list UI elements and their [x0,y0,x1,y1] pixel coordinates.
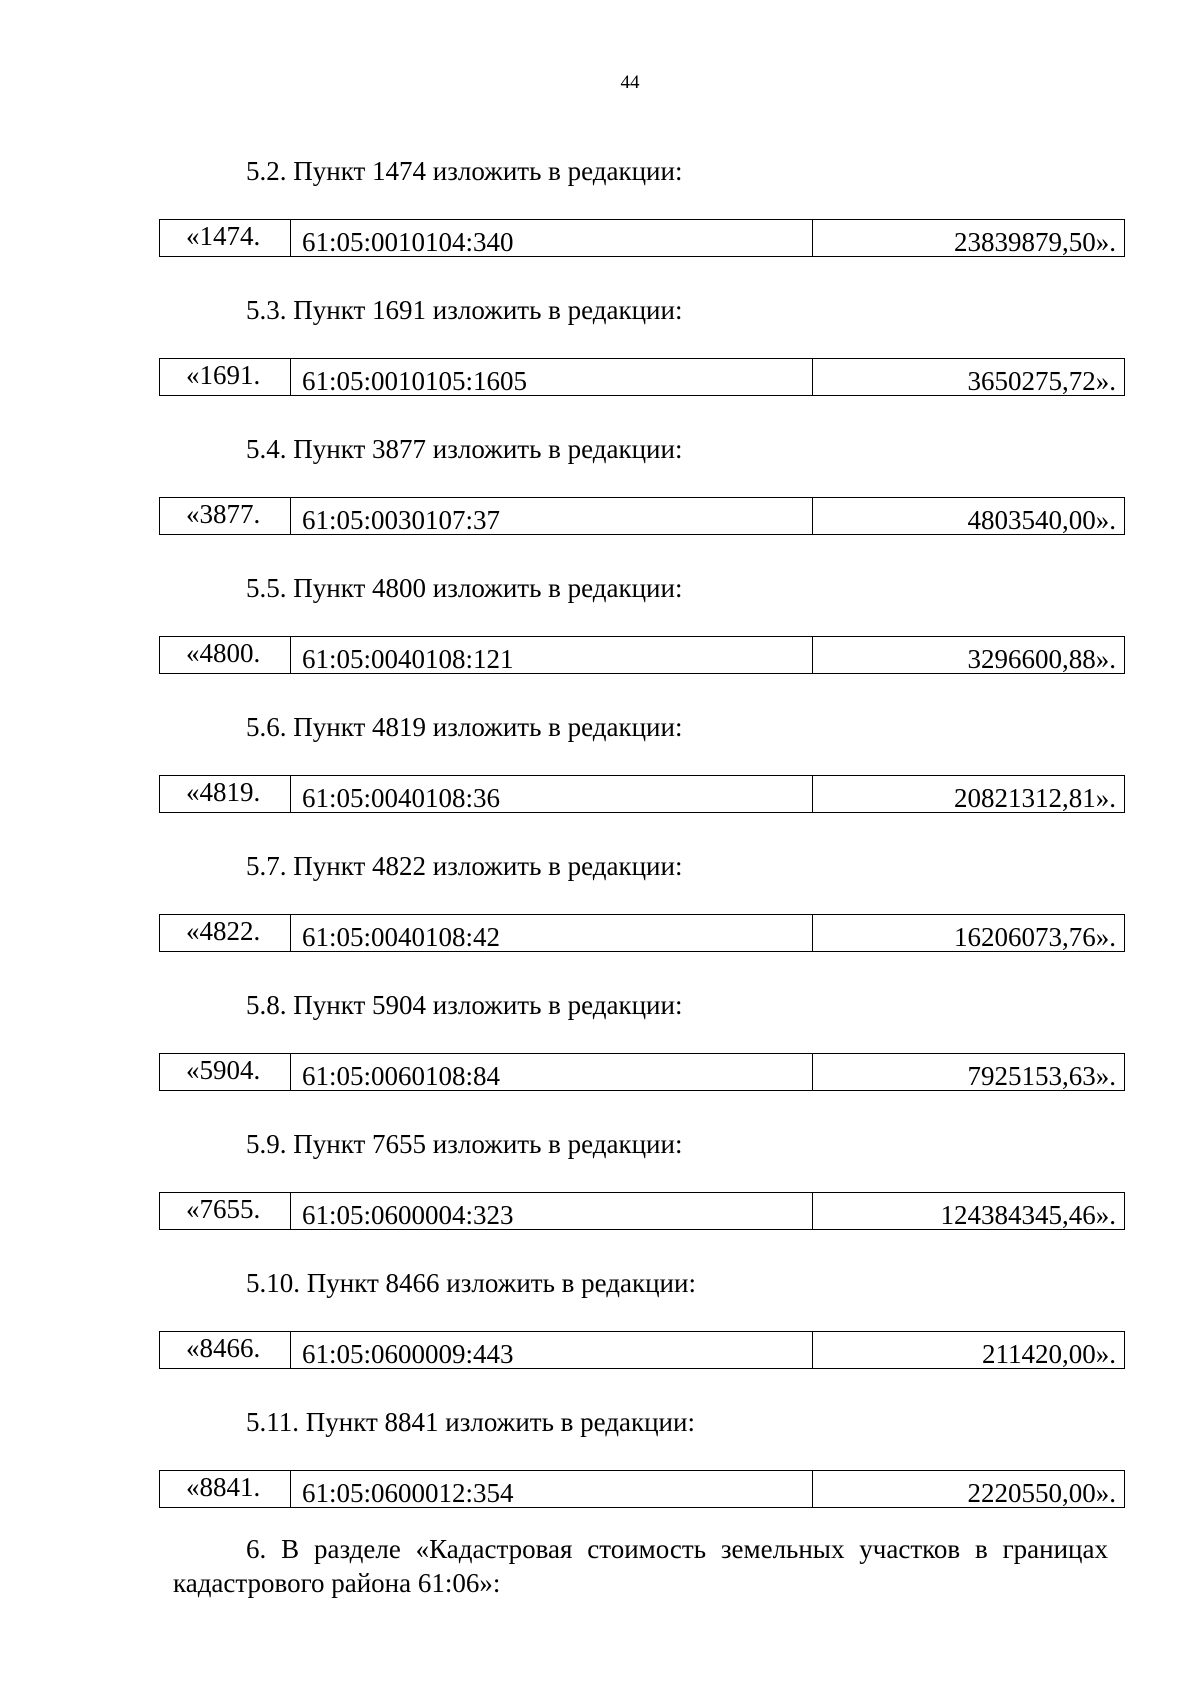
cadastral-value-cell: 4803540,00». [967,505,1116,535]
section-6-paragraph: 6. В разделе «Кадастровая стоимость земельных участков в границах кадастрового района 61:06»: [173,1534,1108,1598]
page-number: 44 [620,72,640,93]
cadastral-value-cell: 3296600,88». [967,644,1116,674]
item-number-cell: «3877. [160,498,291,534]
section-heading: 5.9. Пункт 7655 изложить в редакции: [246,1129,683,1159]
cadastral-number-cell: 61:05:0600012:354 [291,1471,813,1507]
table-row [159,1192,1125,1230]
cadastral-number-cell: 61:05:0060108:84 [291,1054,813,1090]
item-number-cell: «8841. [160,1471,291,1507]
cadastral-value-cell: 2220550,00». [967,1478,1116,1508]
cadastral-value-cell: 16206073,76». [954,922,1116,952]
section-heading: 5.3. Пункт 1691 изложить в редакции: [246,295,683,325]
section-heading: 5.6. Пункт 4819 изложить в редакции: [246,712,683,742]
table-row [159,497,1125,535]
table-row [159,1331,1125,1369]
table-row [159,914,1125,952]
section-heading: 5.7. Пункт 4822 изложить в редакции: [246,851,683,881]
table-row [159,636,1125,674]
item-number-cell: «4819. [160,776,291,812]
section-heading: 5.8. Пункт 5904 изложить в редакции: [246,990,683,1020]
item-number-cell: «4800. [160,637,291,673]
item-number-cell: «1691. [160,359,291,395]
table-row [159,358,1125,396]
cadastral-number-cell: 61:05:0600004:323 [291,1193,813,1229]
cadastral-number-cell: 61:05:0010105:1605 [291,359,813,395]
item-number-cell: «5904. [160,1054,291,1090]
item-number-cell: «4822. [160,915,291,951]
cadastral-value-cell: 23839879,50». [954,227,1116,257]
cadastral-value-cell: 7925153,63». [967,1061,1116,1091]
table-row [159,775,1125,813]
cadastral-number-cell: 61:05:0040108:36 [291,776,813,812]
item-number-cell: «1474. [160,220,291,256]
table-row [159,219,1125,257]
section-heading: 5.5. Пункт 4800 изложить в редакции: [246,573,683,603]
cadastral-value-cell: 20821312,81». [954,783,1116,813]
cadastral-value-cell: 124384345,46». [940,1200,1116,1230]
cadastral-number-cell: 61:05:0040108:42 [291,915,813,951]
table-row [159,1470,1125,1508]
item-number-cell: «7655. [160,1193,291,1229]
section-heading: 5.2. Пункт 1474 изложить в редакции: [246,156,683,186]
cadastral-value-cell: 211420,00». [982,1339,1116,1369]
section-heading: 5.11. Пункт 8841 изложить в редакции: [246,1407,695,1437]
section-heading: 5.10. Пункт 8466 изложить в редакции: [246,1268,696,1298]
cadastral-number-cell: 61:05:0030107:37 [291,498,813,534]
cadastral-number-cell: 61:05:0600009:443 [291,1332,813,1368]
item-number-cell: «8466. [160,1332,291,1368]
cadastral-value-cell: 3650275,72». [967,366,1116,396]
section-heading: 5.4. Пункт 3877 изложить в редакции: [246,434,683,464]
table-row [159,1053,1125,1091]
cadastral-number-cell: 61:05:0010104:340 [291,220,813,256]
cadastral-number-cell: 61:05:0040108:121 [291,637,813,673]
